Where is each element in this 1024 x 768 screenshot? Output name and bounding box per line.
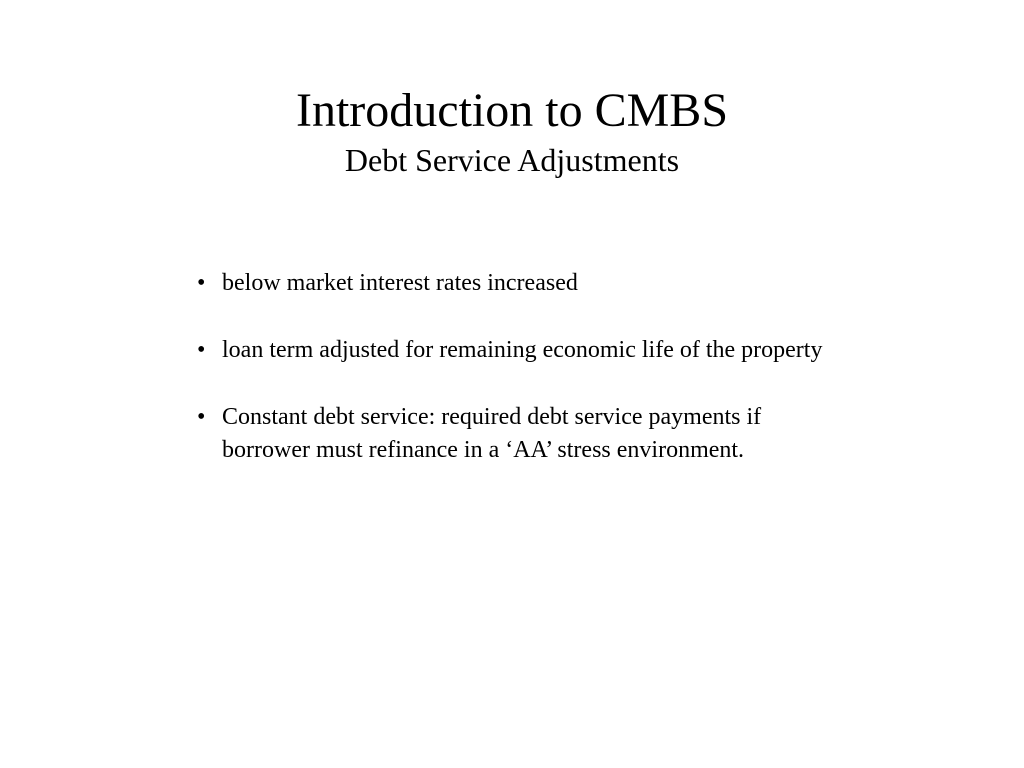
title-block	[0, 84, 1024, 180]
bullet-item	[197, 401, 847, 467]
slide-subtitle: Debt Service Adjustments	[344, 142, 680, 178]
bullet-icon: •	[197, 270, 206, 296]
bullet-text: Constant debt service: required debt service payments if borrower must refinance in a ‘AA’ stress environment.	[222, 404, 762, 463]
bullet-item	[197, 267, 847, 300]
bullet-icon: •	[197, 404, 206, 430]
bullet-icon: •	[197, 337, 206, 363]
bullet-text: below market interest rates increased	[222, 270, 578, 296]
bullet-list	[197, 267, 847, 501]
bullet-text: loan term adjusted for remaining economic life of the property	[222, 337, 823, 363]
bullet-item	[197, 334, 847, 367]
slide-title: Introduction to CMBS	[295, 84, 729, 137]
